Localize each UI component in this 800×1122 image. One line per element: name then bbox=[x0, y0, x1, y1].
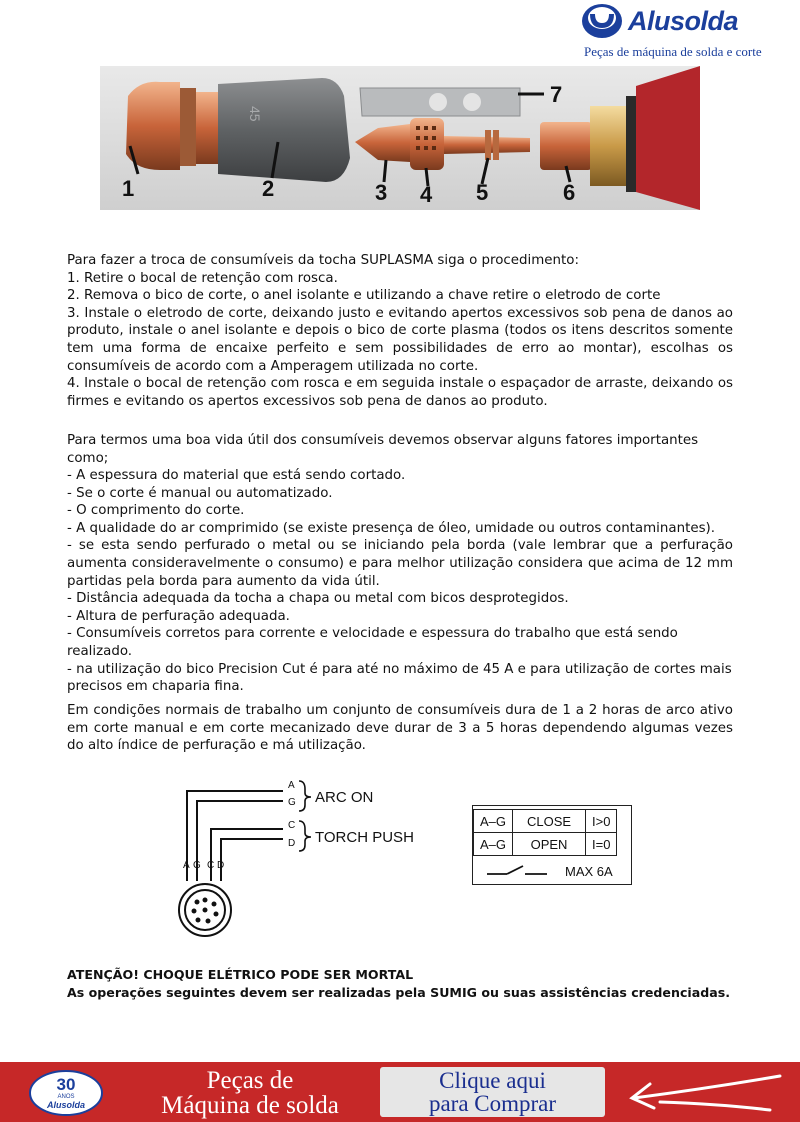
step-4: 4. Instale o bocal de retenção com rosca e em seguida instale o espaçador de arraste, deixando os firmes e evitando os apertos excessivos sob pena de danos ao produto. bbox=[67, 376, 733, 409]
logo-icon bbox=[580, 2, 628, 42]
warning-text: As operações seguintes devem ser realizadas pela SUMIG ou suas assistências credenciadas. bbox=[67, 984, 731, 1000]
label-7: 7 bbox=[550, 82, 563, 107]
table-cell: I=0 bbox=[586, 833, 617, 856]
badge-number: 30 bbox=[56, 1075, 76, 1094]
pin-c-label: C bbox=[207, 860, 215, 871]
factor-item: - Altura de perfuração adequada. bbox=[67, 608, 290, 624]
pin-a-label: A bbox=[183, 860, 190, 871]
buy-button[interactable] bbox=[380, 1067, 605, 1117]
factor-item: - A espessura do material que está sendo cortado. bbox=[67, 468, 406, 483]
anniversary-badge bbox=[24, 1068, 108, 1118]
torch-pin-c: C bbox=[288, 820, 296, 831]
label-6: 6 bbox=[563, 180, 576, 205]
badge-small: ANOS bbox=[57, 1094, 75, 1100]
part-2-shroud bbox=[218, 78, 350, 182]
switch-state-table bbox=[472, 805, 632, 885]
step-3: 3. Instale o eletrodo de corte, deixando justo e evitando apertos excessivos sob pena de danos ao produto, instale o anel isolante e depois o bico de corte plasma (todos os itens descritos somente tem uma forma de encaixe perfeito e sem possibilidades de erro ao montar), escolhas os consumíveis de acordo com a Amperagem utilizada no corte. bbox=[67, 305, 733, 374]
label-4: 4 bbox=[420, 182, 433, 207]
factor-item: - Se o corte é manual ou automatizado. bbox=[67, 485, 333, 501]
factors-intro-block bbox=[67, 432, 733, 467]
wiring-diagram bbox=[175, 777, 445, 946]
pin-d-label: D bbox=[217, 860, 225, 871]
switch-footer bbox=[473, 860, 631, 884]
label-3: 3 bbox=[375, 180, 388, 205]
factor-item: - O comprimento do corte. bbox=[67, 503, 245, 519]
factor-item: - Consumíveis corretos para corrente e velocidade e espessura do trabalho que está sendo realizado. bbox=[67, 626, 678, 659]
label-1: 1 bbox=[122, 176, 135, 201]
table-cell: A–G bbox=[474, 810, 513, 833]
table-cell: CLOSE bbox=[513, 810, 586, 833]
badge-brand: Alusolda bbox=[46, 1100, 86, 1110]
conditions-paragraph: Em condições normais de trabalho um conjunto de consumíveis dura de 1 a 2 horas de arco ativo em corte manual e em corte mecanizado deve durar de 3 a 5 horas dependendo algumas vezes do alto índice de perfuração e má utilização. bbox=[67, 703, 733, 754]
brand-logo[interactable] bbox=[580, 2, 762, 62]
table-row bbox=[474, 810, 617, 833]
step-1: 1. Retire o bocal de retenção com rosca. bbox=[67, 270, 338, 286]
buy-button-line-1: Clique aqui bbox=[439, 1068, 546, 1093]
brand-name: Alusolda bbox=[628, 6, 739, 36]
factor-item: - A qualidade do ar comprimido (se existe presença de óleo, umidade ou outros contaminantes). bbox=[67, 520, 716, 536]
factors-intro: Para termos uma boa vida útil dos consumíveis devemos observar alguns fatores importantes como; bbox=[67, 433, 699, 466]
factor-item: - se esta sendo perfurado o metal ou se iniciando pela borda (vale lembrar que a perfuração aumenta consideravelmente o consumo) e para melhor utilização considera que acima de 12 mm partidas pela borda para aumento da vida útil. bbox=[67, 538, 733, 589]
footer-title-line-2: Máquina de solda bbox=[161, 1092, 339, 1119]
label-2: 2 bbox=[262, 176, 275, 201]
consumables-photo bbox=[100, 66, 700, 210]
buy-button-line-2: para Comprar bbox=[428, 1091, 557, 1116]
factor-item: - na utilização do bico Precision Cut é para até no máximo de 45 A e para utilização de cortes mais precisos em chaparia fina. bbox=[67, 661, 732, 695]
table-row bbox=[474, 833, 617, 856]
arc-on-label: ARC ON bbox=[315, 789, 374, 806]
brand-tagline: Peças de máquina de solda e corte bbox=[584, 44, 762, 59]
factor-item: - Distância adequada da tocha a chapa ou metal com bicos desprotegidos. bbox=[67, 591, 569, 607]
warning-block bbox=[67, 966, 730, 1001]
arc-pin-a: A bbox=[288, 780, 295, 791]
part-6-torch-head bbox=[540, 122, 592, 170]
shroud-marking: 45 bbox=[247, 106, 263, 122]
footer-title-line-1: Peças de bbox=[206, 1067, 294, 1094]
switch-icon bbox=[481, 860, 551, 884]
warning-title: ATENÇÃO! CHOQUE ELÉTRICO PODE SER MORTAL bbox=[67, 967, 414, 982]
table-cell: OPEN bbox=[513, 833, 586, 856]
torch-pin-d: D bbox=[288, 838, 296, 849]
step-2: 2. Remova o bico de corte, o anel isolante e utilizando a chave retire o eletrodo de corte bbox=[67, 288, 661, 304]
table-cell: A–G bbox=[474, 833, 513, 856]
torch-push-label: TORCH PUSH bbox=[315, 829, 414, 846]
label-5: 5 bbox=[476, 180, 489, 205]
part-4-swirl-ring bbox=[410, 118, 444, 170]
arc-pin-g: G bbox=[288, 797, 296, 808]
table-cell: I>0 bbox=[586, 810, 617, 833]
footer-banner[interactable] bbox=[0, 1062, 800, 1122]
footer-title bbox=[135, 1068, 365, 1118]
procedure-section bbox=[67, 252, 733, 410]
pin-g-label: G bbox=[193, 860, 201, 871]
factors-list bbox=[67, 467, 733, 696]
max-current-label: MAX 6A bbox=[565, 864, 613, 879]
badge-icon bbox=[24, 1068, 108, 1118]
arrow-left-icon bbox=[620, 1070, 785, 1116]
procedure-intro: Para fazer a troca de consumíveis da tocha SUPLASMA siga o procedimento: bbox=[67, 253, 579, 268]
